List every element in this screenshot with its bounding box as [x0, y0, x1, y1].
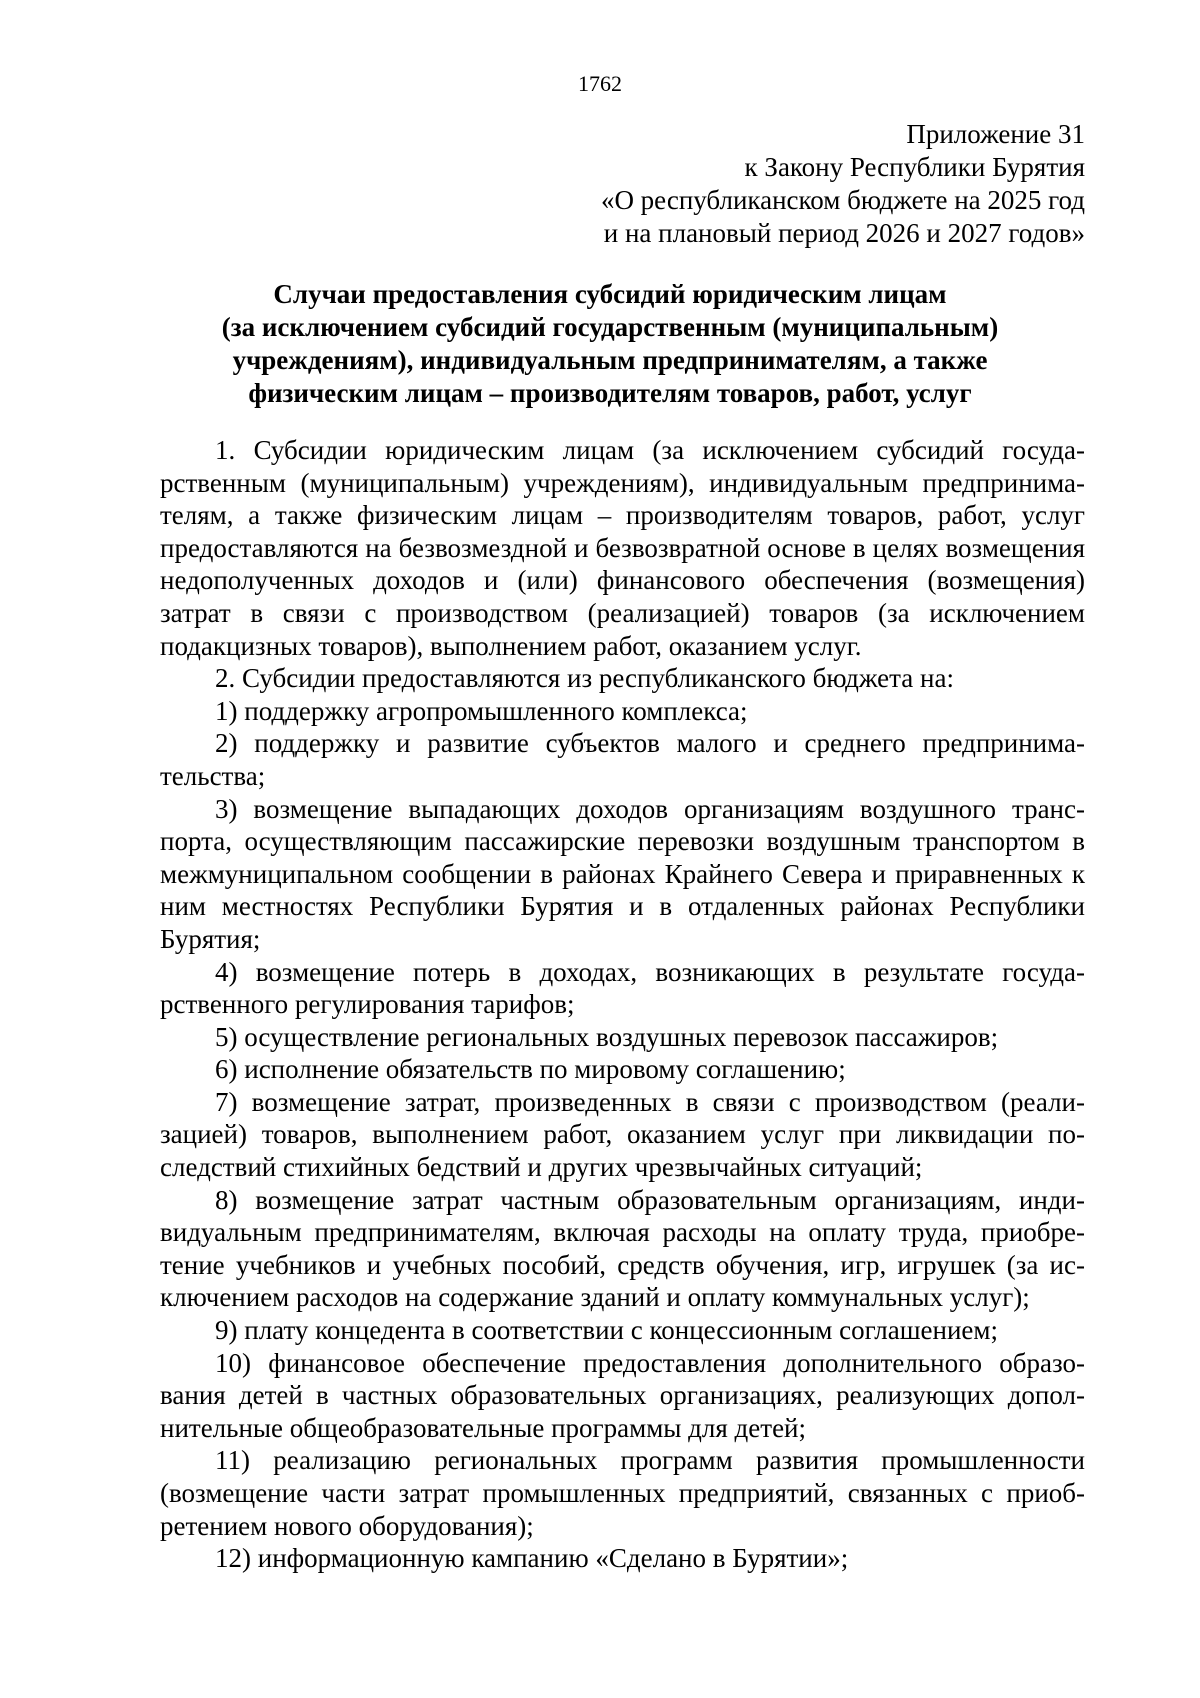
list-item: 4) возмещение потерь в доходах, возникающих в результате государственного регулирования тарифов; — [160, 956, 1085, 1020]
appendix-line: Приложение 31 — [906, 119, 1085, 149]
list-item: 1) поддержку агропромышленного комплекса; — [215, 695, 748, 726]
appendix-line: и на плановый период 2026 и 2027 годов» — [603, 218, 1085, 248]
document-title — [140, 278, 1080, 410]
title-line: Случаи предоставления субсидий юридическим лицам — [273, 279, 947, 309]
list-item: 6) исполнение обязательств по мировому соглашению; — [215, 1054, 846, 1085]
title-line: (за исключением субсидий государственным (муниципальным) — [221, 312, 999, 342]
document-body — [160, 434, 1085, 1575]
list-item: 9) плату концедента в соответствии с концессионным соглашением; — [215, 1315, 998, 1346]
title-line: учреждениям), индивидуальным предпринимателям, а также — [232, 345, 988, 375]
paragraph: 1. Субсидии юридическим лицам (за исключением субсидий государственным (муниципальным) учреждениям), индивидуальным предпринимателям, а также физическим лицам – производителям товаров, работ, услуг предоставляются на безвозмездной и безвозвратной основе в целях возмещения недополученных доходов и (или) финансового обеспечения (возмещения) затрат в связи с производством (реализацией) товаров (за исключением подакцизных товаров), выполнением работ, оказанием услуг. — [160, 435, 1085, 661]
list-item: 7) возмещение затрат, произведенных в связи с производством (реализацией) товаров, выполнением работ, оказанием услуг при ликвидации последствий стихийных бедствий и других чрезвычайных ситуаций; — [160, 1086, 1085, 1183]
list-item: 12) информационную кампанию «Сделано в Бурятии»; — [215, 1543, 849, 1574]
list-item: 10) финансовое обеспечение предоставления дополнительного образования детей в частных образовательных организациях, реализующих дополнительные общеобразовательные программы для детей; — [160, 1347, 1085, 1443]
title-line: физическим лицам – производителям товаров, работ, услуг — [248, 378, 972, 408]
list-item: 3) возмещение выпадающих доходов организациям воздушного транспорта, осуществляющим пассажирские перевозки воздушным транспортом в межмуниципальном сообщении в районах Крайнего Севера и приравненных к ним местностях Республики Бурятия и в отдаленных районах Республики Бурятия; — [160, 793, 1085, 954]
list-item: 5) осуществление региональных воздушных перевозок пассажиров; — [215, 1021, 999, 1052]
list-item: 8) возмещение затрат частным образовательным организациям, индивидуальным предпринимателям, включая расходы на оплату труда, приобретение учебников и учебных пособий, средств обучения, игр, игрушек (за исключением расходов на содержание зданий и оплату коммунальных услуг); — [160, 1184, 1085, 1313]
appendix-line: к Закону Республики Бурятия — [744, 152, 1085, 182]
list-item: 2) поддержку и развитие субъектов малого и среднего предпринимательства; — [160, 728, 1085, 791]
list-item: 11) реализацию региональных программ развития промышленности (возмещение части затрат промышленных предприятий, связанных с приобретением нового оборудования); — [160, 1445, 1085, 1541]
page-number: 1762 — [578, 71, 622, 96]
paragraph: 2. Субсидии предоставляются из республиканского бюджета на: — [215, 663, 954, 694]
appendix-line: «О республиканском бюджете на 2025 год — [600, 185, 1085, 215]
appendix-header — [601, 118, 1085, 250]
